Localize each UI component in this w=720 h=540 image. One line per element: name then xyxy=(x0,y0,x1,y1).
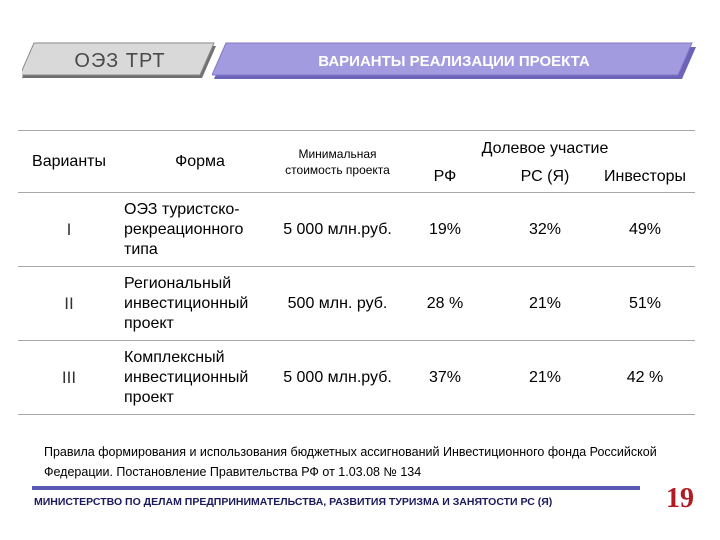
variant-number: I xyxy=(18,193,120,267)
table-row xyxy=(18,341,695,415)
share-rs: 32% xyxy=(495,193,595,267)
slide-title-tab xyxy=(212,42,696,80)
section-tab xyxy=(22,42,218,80)
table-row xyxy=(18,267,695,341)
variant-form: Региональный инвестиционный проект xyxy=(120,267,280,341)
slide-title: ВАРИАНТЫ РЕАЛИЗАЦИИ ПРОЕКТА xyxy=(318,52,590,70)
variant-form: Комплексный инвестиционный проект xyxy=(120,341,280,415)
variant-number: II xyxy=(18,267,120,341)
share-investors: 49% xyxy=(595,193,695,267)
footer-divider xyxy=(32,486,640,490)
share-rf: 28 % xyxy=(395,267,495,341)
share-rs: 21% xyxy=(495,267,595,341)
header-share: Долевое участие xyxy=(395,131,695,163)
ministry-name: МИНИСТЕРСТВО ПО ДЕЛАМ ПРЕДПРИНИМАТЕЛЬСТВА, РАЗВИТИЯ ТУРИЗМА И ЗАНЯТОСТИ РС (Я) xyxy=(34,496,553,508)
variant-cost: 5 000 млн.руб. xyxy=(280,193,395,267)
share-rf: 37% xyxy=(395,341,495,415)
share-rf: 19% xyxy=(395,193,495,267)
variant-cost: 500 млн. руб. xyxy=(280,267,395,341)
variants-table xyxy=(18,130,695,415)
header-variants: Варианты xyxy=(18,131,120,193)
table-row xyxy=(18,193,695,267)
header-rs: РС (Я) xyxy=(520,168,570,186)
variant-form: ОЭЗ туристско-рекреационного типа xyxy=(120,193,280,267)
page-number: 19 xyxy=(666,483,694,514)
share-investors: 51% xyxy=(595,267,695,341)
share-rs: 21% xyxy=(495,341,595,415)
header-form: Форма xyxy=(120,131,280,193)
source-footnote: Правила формирования и использования бюджетных ассигнований Инвестиционного фонда Российской Федерации. Постановление Правительства РФ от 1.03.08 № 134 xyxy=(44,445,657,479)
section-title: ОЭЗ ТРТ xyxy=(74,49,166,72)
variant-cost: 5 000 млн.руб. xyxy=(280,341,395,415)
header-rf: РФ xyxy=(433,168,457,186)
header-investors: Инвесторы xyxy=(604,168,686,186)
header-min-cost: Минимальная стоимость проекта xyxy=(280,131,395,193)
variant-number: III xyxy=(18,341,120,415)
share-investors: 42 % xyxy=(595,341,695,415)
